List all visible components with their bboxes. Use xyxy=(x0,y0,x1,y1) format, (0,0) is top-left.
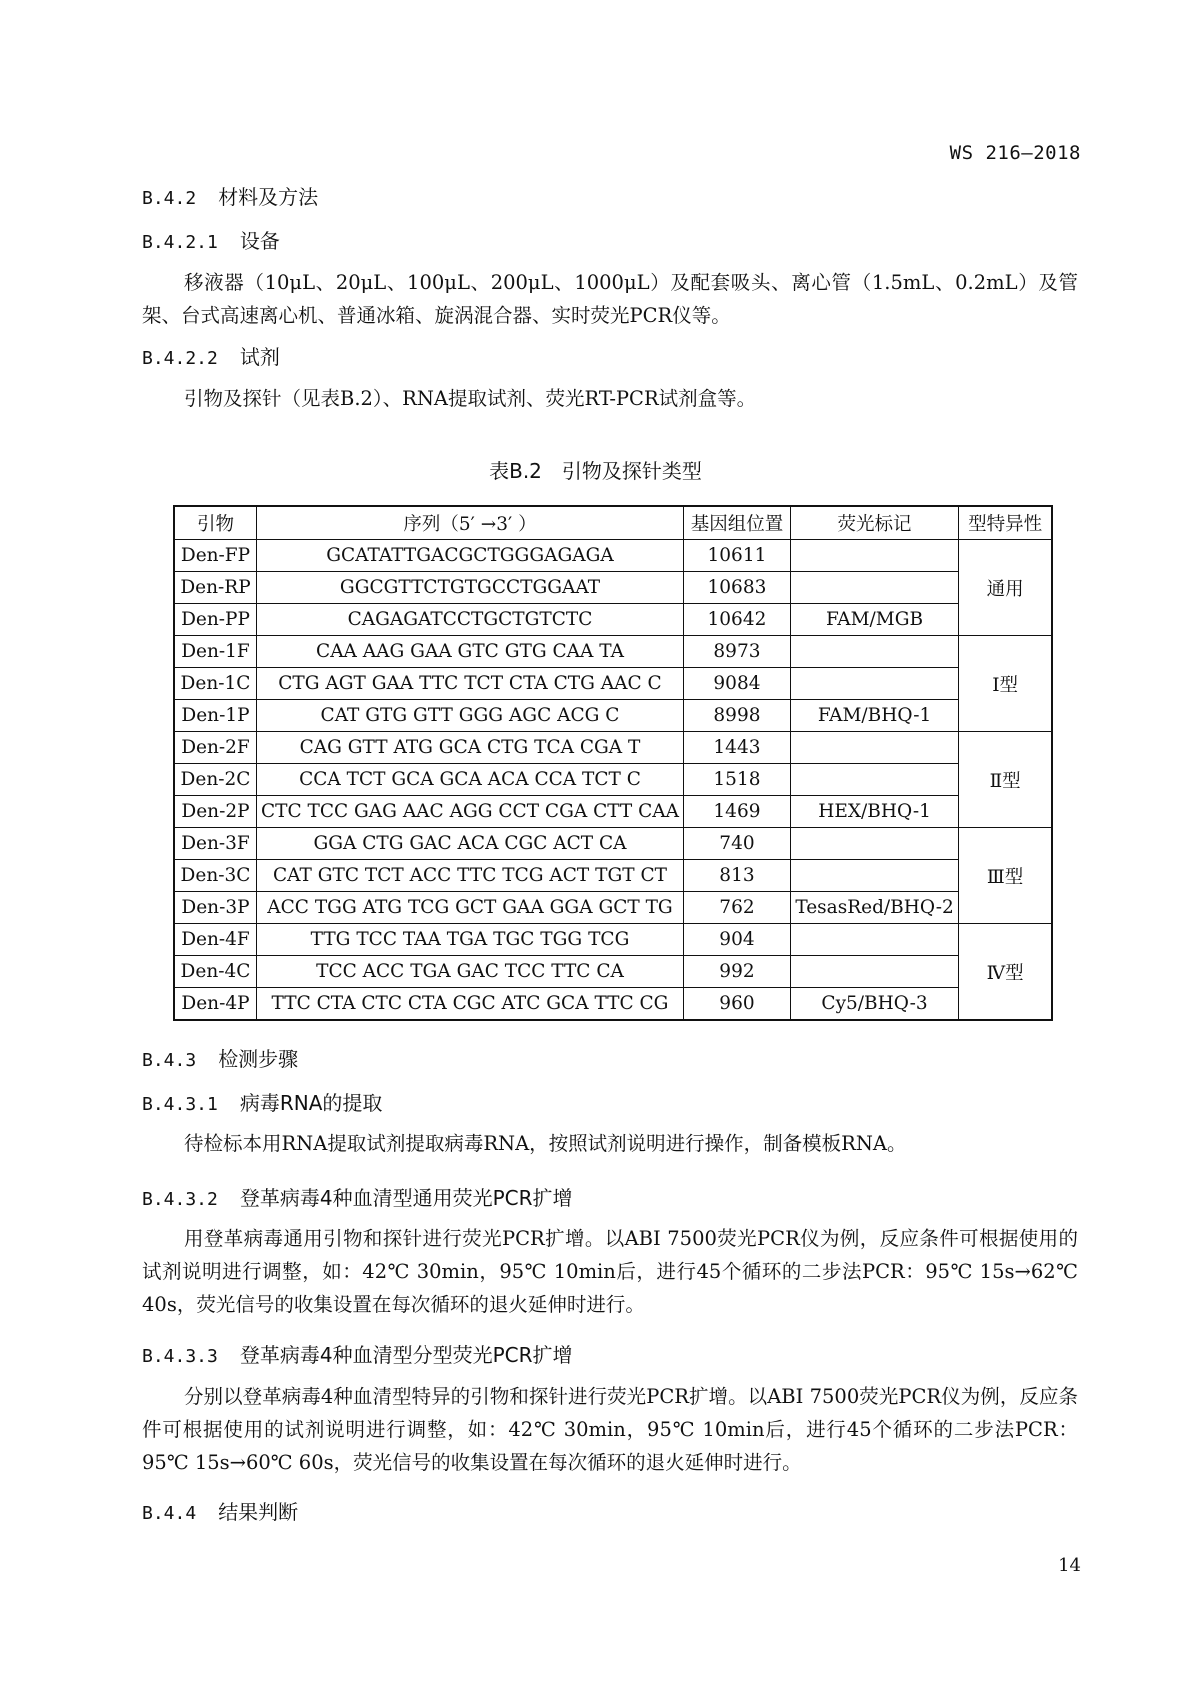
cell-sequence: CCA TCT GCA GCA ACA CCA TCT C xyxy=(256,764,683,796)
section-heading-b422 xyxy=(142,341,280,370)
primer-probe-table xyxy=(173,505,1053,1021)
section-number: B.4.3.3 xyxy=(142,1346,218,1367)
paragraph-reagents: 引物及探针（见表B.2）、RNA提取试剂、荧光RT-PCR试剂盒等。 xyxy=(184,387,757,410)
section-number: B.4.2.1 xyxy=(142,232,218,253)
table-title: 表B.2 引物及探针类型 xyxy=(489,459,702,483)
cell-sequence: CAA AAG GAA GTC GTG CAA TA xyxy=(256,636,683,668)
cell-label xyxy=(790,668,958,700)
cell-primer: Den-4C xyxy=(174,956,256,988)
cell-primer: Den-3F xyxy=(174,828,256,860)
table-row xyxy=(174,956,1052,988)
header-genome-position: 基因组位置 xyxy=(684,506,791,540)
cell-sequence: GGA CTG GAC ACA CGC ACT CA xyxy=(256,828,683,860)
section-title: 检测步骤 xyxy=(218,1047,299,1071)
section-title: 设备 xyxy=(239,229,280,253)
section-number: B.4.3 xyxy=(142,1050,197,1071)
cell-label xyxy=(790,572,958,604)
cell-position: 10683 xyxy=(684,572,791,604)
cell-position: 1469 xyxy=(684,796,791,828)
cell-position: 960 xyxy=(684,988,791,1021)
paragraph-equipment: 移液器（10μL、20μL、100μL、200μL、1000μL）及配套吸头、离心管（1.5mL、0.2mL）及管架、台式高速离心机、普通冰箱、旋涡混合器、实时荧光PCR仪等。 xyxy=(142,271,1078,327)
cell-primer: Den-4F xyxy=(174,924,256,956)
header-sequence: 序列（5′ →3′ ） xyxy=(256,506,683,540)
section-heading-b432 xyxy=(142,1182,573,1211)
table-row xyxy=(174,924,1052,956)
table-row xyxy=(174,860,1052,892)
cell-position: 10611 xyxy=(684,540,791,572)
cell-primer: Den-2C xyxy=(174,764,256,796)
cell-position: 813 xyxy=(684,860,791,892)
cell-sequence: GCATATTGACGCTGGGAGAGA xyxy=(256,540,683,572)
table-row xyxy=(174,636,1052,668)
table-row xyxy=(174,892,1052,924)
cell-label: TesasRed/BHQ-2 xyxy=(790,892,958,924)
cell-type-group: Ⅱ型 xyxy=(959,732,1052,828)
section-number: B.4.3.1 xyxy=(142,1094,218,1115)
cell-sequence: TCC ACC TGA GAC TCC TTC CA xyxy=(256,956,683,988)
cell-position: 8973 xyxy=(684,636,791,668)
cell-label xyxy=(790,636,958,668)
cell-primer: Den-3P xyxy=(174,892,256,924)
cell-primer: Den-2F xyxy=(174,732,256,764)
section-heading-b433 xyxy=(142,1339,573,1368)
cell-position: 1518 xyxy=(684,764,791,796)
cell-primer: Den-4P xyxy=(174,988,256,1021)
table-row xyxy=(174,604,1052,636)
paragraph-universal-pcr: 用登革病毒通用引物和探针进行荧光PCR扩增。以ABI 7500荧光PCR仪为例，反应条件可根据使用的试剂说明进行调整，如：42℃ 30min，95℃ 10min后，进行45个循环的二步法PCR：95℃ 15s→62℃ 40s，荧光信号的收集设置在每次循环的退火延伸时进行。 xyxy=(142,1227,1078,1316)
cell-sequence: CAG GTT ATG GCA CTG TCA CGA T xyxy=(256,732,683,764)
cell-sequence: TTG TCC TAA TGA TGC TGG TCG xyxy=(256,924,683,956)
cell-primer: Den-1C xyxy=(174,668,256,700)
section-number: B.4.2 xyxy=(142,188,197,209)
cell-sequence: CAT GTC TCT ACC TTC TCG ACT TGT CT xyxy=(256,860,683,892)
cell-type-group: Ⅰ型 xyxy=(959,636,1052,732)
cell-label: FAM/BHQ-1 xyxy=(790,700,958,732)
cell-sequence: ACC TGG ATG TCG GCT GAA GGA GCT TG xyxy=(256,892,683,924)
cell-label xyxy=(790,924,958,956)
section-heading-b42 xyxy=(142,181,318,210)
section-title: 登革病毒4种血清型通用荧光PCR扩增 xyxy=(239,1186,573,1210)
cell-label xyxy=(790,828,958,860)
cell-sequence: CTC TCC GAG AAC AGG CCT CGA CTT CAA xyxy=(256,796,683,828)
cell-primer: Den-1F xyxy=(174,636,256,668)
cell-label: Cy5/BHQ-3 xyxy=(790,988,958,1021)
header-primer: 引物 xyxy=(174,506,256,540)
table-row xyxy=(174,988,1052,1021)
cell-position: 762 xyxy=(684,892,791,924)
table-row xyxy=(174,732,1052,764)
table-row xyxy=(174,700,1052,732)
cell-sequence: GGCGTTCTGTGCCTGGAAT xyxy=(256,572,683,604)
paragraph-rna-extraction: 待检标本用RNA提取试剂提取病毒RNA，按照试剂说明进行操作，制备模板RNA。 xyxy=(184,1132,907,1155)
cell-position: 740 xyxy=(684,828,791,860)
cell-type-group: Ⅲ型 xyxy=(959,828,1052,924)
section-heading-b431 xyxy=(142,1087,382,1116)
table-row xyxy=(174,572,1052,604)
table-header-row xyxy=(174,506,1052,540)
table-row xyxy=(174,796,1052,828)
cell-primer: Den-RP xyxy=(174,572,256,604)
cell-label: HEX/BHQ-1 xyxy=(790,796,958,828)
section-heading-b421 xyxy=(142,225,280,254)
cell-label: FAM/MGB xyxy=(790,604,958,636)
cell-label xyxy=(790,860,958,892)
cell-position: 1443 xyxy=(684,732,791,764)
table-row xyxy=(174,540,1052,572)
section-number: B.4.3.2 xyxy=(142,1189,218,1210)
page-number: 14 xyxy=(1058,1555,1081,1576)
cell-primer: Den-3C xyxy=(174,860,256,892)
cell-label xyxy=(790,764,958,796)
table-row xyxy=(174,764,1052,796)
cell-position: 992 xyxy=(684,956,791,988)
cell-label xyxy=(790,956,958,988)
section-title: 结果判断 xyxy=(218,1500,299,1524)
section-title: 病毒RNA的提取 xyxy=(239,1091,383,1115)
document-code: WS 216—2018 xyxy=(949,142,1081,164)
section-number: B.4.2.2 xyxy=(142,348,218,369)
section-title: 试剂 xyxy=(239,345,280,369)
table-row xyxy=(174,828,1052,860)
section-heading-b43 xyxy=(142,1043,298,1072)
table-row xyxy=(174,668,1052,700)
section-heading-b44 xyxy=(142,1496,298,1525)
section-title: 登革病毒4种血清型分型荧光PCR扩增 xyxy=(239,1343,573,1367)
section-title: 材料及方法 xyxy=(218,185,319,209)
cell-position: 10642 xyxy=(684,604,791,636)
cell-type-group: Ⅳ型 xyxy=(959,924,1052,1021)
cell-sequence: CTG AGT GAA TTC TCT CTA CTG AAC C xyxy=(256,668,683,700)
header-type-specificity: 型特异性 xyxy=(959,506,1052,540)
cell-label xyxy=(790,540,958,572)
cell-primer: Den-2P xyxy=(174,796,256,828)
cell-label xyxy=(790,732,958,764)
header-fluorescent-label: 荧光标记 xyxy=(790,506,958,540)
cell-type-group: 通用 xyxy=(959,540,1052,636)
cell-sequence: CAT GTG GTT GGG AGC ACG C xyxy=(256,700,683,732)
cell-position: 9084 xyxy=(684,668,791,700)
cell-sequence: CAGAGATCCTGCTGTCTC xyxy=(256,604,683,636)
cell-position: 904 xyxy=(684,924,791,956)
cell-position: 8998 xyxy=(684,700,791,732)
paragraph-typing-pcr: 分别以登革病毒4种血清型特异的引物和探针进行荧光PCR扩增。以ABI 7500荧光PCR仪为例，反应条件可根据使用的试剂说明进行调整，如：42℃ 30min，95℃ 10min后，进行45个循环的二步法PCR：95℃ 15s→60℃ 60s，荧光信号的收集设置在每次循环的退火延伸时进行。 xyxy=(142,1385,1078,1474)
cell-primer: Den-FP xyxy=(174,540,256,572)
cell-primer: Den-PP xyxy=(174,604,256,636)
cell-sequence: TTC CTA CTC CTA CGC ATC GCA TTC CG xyxy=(256,988,683,1021)
cell-primer: Den-1P xyxy=(174,700,256,732)
section-number: B.4.4 xyxy=(142,1503,197,1524)
